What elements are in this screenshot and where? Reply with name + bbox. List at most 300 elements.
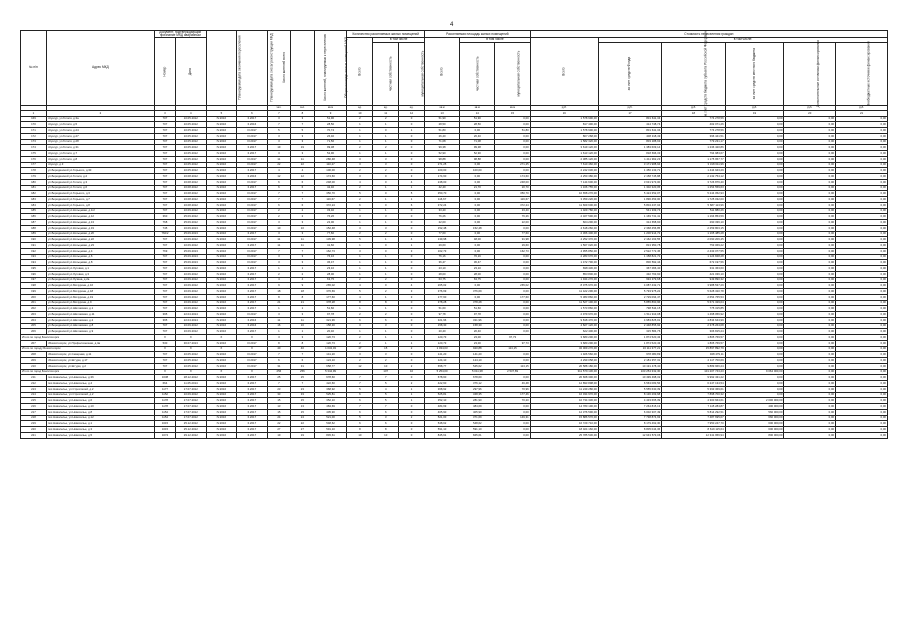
table-cell: 14 780 190,00 (530, 404, 598, 410)
table-cell: 1 (347, 260, 373, 266)
table-cell: IV.2016 (206, 248, 237, 254)
table-cell: 707 (154, 323, 175, 329)
table-cell: 1 896 453,00 (598, 197, 661, 203)
table-cell: 0,00 (836, 375, 888, 381)
table-cell: 139,98 (314, 237, 347, 243)
table-cell: 0 (399, 409, 425, 415)
table-cell: 23,10 (424, 266, 459, 272)
table-cell: 4 827 120,00 (530, 323, 598, 329)
table-cell: 181 (21, 185, 47, 191)
table-cell: II.2017 (237, 381, 268, 387)
table-cell: 152,48 (424, 225, 459, 231)
table-cell: 10 734 330,00 (530, 398, 598, 404)
table-cell: 4 087 432,71 (598, 283, 661, 289)
table-cell: 10.05.2012 (176, 352, 207, 358)
table-cell: 33,40 (424, 208, 459, 214)
table-cell: 0,00 (784, 231, 836, 237)
table-cell: 28,50 (424, 122, 459, 128)
table-cell: 9 818 470,00 (530, 317, 598, 323)
table-cell: 36,47 (424, 260, 459, 266)
table-cell: 9 (267, 283, 290, 289)
table-cell: 707 (154, 128, 175, 134)
address-cell: ул.Бородинской ул.Шиловская, д.9 (46, 329, 154, 335)
table-cell: 0,00 (725, 271, 784, 277)
table-cell: 2 000 000,00 (725, 398, 784, 404)
table-cell: 20 588 180,00 (530, 363, 598, 369)
table-cell: 76,26 (424, 214, 459, 220)
address-cell: г.Кунгур, ул.Гоголя, д.31 (46, 145, 154, 151)
table-cell: 0 (399, 300, 425, 306)
table-cell: 158,30 (424, 323, 459, 329)
table-cell: 1178 (154, 398, 175, 404)
table-cell: 22,00 (424, 220, 459, 226)
table-cell: 5 (373, 398, 399, 404)
table-cell: 16.09.2013 (176, 225, 207, 231)
table-cell: 6 (291, 202, 314, 208)
table-cell: 432 763,90 (598, 271, 661, 277)
column-index-cell: 13 (424, 110, 459, 116)
table-cell: II.2016 (237, 174, 268, 180)
subtotal-cell: 1 034,03 (314, 346, 347, 352)
table-cell: 12 643 573,06 (598, 432, 661, 438)
table-cell: 7 (347, 381, 373, 387)
table-cell: IV.2016 (206, 243, 237, 249)
subtotal-cell: X (206, 346, 237, 352)
table-cell: IV.2016 (206, 375, 237, 381)
table-cell: IV.2016 (206, 340, 237, 346)
subtotal-cell: 256 (267, 369, 290, 375)
table-cell: 707 (154, 151, 175, 157)
table-cell: 27 (291, 427, 314, 433)
table-cell: 0,00 (460, 174, 495, 180)
table-cell: 3 (347, 248, 373, 254)
table-cell: 97,73 (495, 340, 530, 346)
table-cell: 3 (267, 231, 290, 237)
table-cell: 0 (399, 375, 425, 381)
header-plan-end: Планируемая дата окончания переселения (206, 31, 237, 106)
header-area-sum: Всего (424, 38, 459, 105)
table-cell: 0,00 (725, 283, 784, 289)
table-cell: II.2017 (237, 151, 268, 157)
table-cell: IV.2016 (206, 404, 237, 410)
table-cell: 99,38 (314, 145, 347, 151)
table-cell: 378,28 (424, 300, 459, 306)
table-cell: 0,00 (836, 386, 888, 392)
table-cell: 6 (347, 398, 373, 404)
table-cell: 77,60 (495, 231, 530, 237)
table-cell: 672 197,56 (662, 260, 725, 266)
table-cell: 11 (267, 317, 290, 323)
table-cell: 845,61 (460, 432, 495, 438)
table-cell: IV.2017 (237, 220, 268, 226)
table-cell: 41,60 (314, 243, 347, 249)
table-cell: 0,00 (836, 398, 888, 404)
table-cell: 12 (267, 174, 290, 180)
header-area-incl: в том числе (460, 38, 531, 42)
table-cell: 192 (21, 248, 47, 254)
table-cell: 52,90 (424, 151, 459, 157)
table-cell: 0,00 (836, 421, 888, 427)
table-cell: 7 950 247,70 (662, 421, 725, 427)
table-cell: 422,60 (424, 381, 459, 387)
table-cell: 2 (347, 145, 373, 151)
table-cell: 2 385 120,00 (530, 156, 598, 162)
subtotal-cell: 3 (267, 335, 290, 341)
table-cell: IV.2017 (237, 225, 268, 231)
address-cell: пос.Новоселье, ул.Новоселье, д.5 (46, 432, 154, 438)
table-cell: 169 (21, 116, 47, 122)
table-cell: 0,00 (725, 185, 784, 191)
table-cell: 3 171 988,94 (598, 162, 661, 168)
table-cell: 2 117 700,69 (662, 358, 725, 364)
table-cell: 0,00 (784, 156, 836, 162)
table-cell: 0,00 (460, 128, 495, 134)
header-doc-group: Документ, подтверждающий признание МКД аварийным (154, 31, 206, 38)
column-index-cell: 21 (836, 110, 888, 116)
table-cell: 185 (21, 208, 47, 214)
table-cell: 0,00 (725, 306, 784, 312)
table-cell: 0,00 (784, 145, 836, 151)
table-cell: 0,00 (836, 289, 888, 295)
table-cell: 371,69 (460, 415, 495, 421)
header-no: № п/п (21, 31, 47, 106)
table-cell: IV.2016 (206, 254, 237, 260)
table-cell: 0,00 (784, 243, 836, 249)
table-cell: 21 (267, 300, 290, 306)
table-cell: 845,61 (424, 432, 459, 438)
table-cell: 18 (291, 289, 314, 295)
table-cell: II.2017 (237, 409, 268, 415)
table-cell: 0 (399, 352, 425, 358)
table-cell: 51,60 (314, 306, 347, 312)
table-cell: 978 080,89 (598, 352, 661, 358)
table-cell: 139,98 (424, 237, 459, 243)
table-cell: 707 (154, 283, 175, 289)
table-cell: 197 (21, 277, 47, 283)
header-rooms-private: частная собственность (373, 42, 399, 105)
table-cell: 170 (21, 122, 47, 128)
table-cell: 0 (399, 225, 425, 231)
table-cell: 378,28 (314, 300, 347, 306)
table-header (21, 31, 888, 117)
table-cell: 158,30 (460, 323, 495, 329)
table-cell: 7 (347, 375, 373, 381)
table-cell: 798 544,15 (598, 306, 661, 312)
table-cell: 707 (154, 145, 175, 151)
table-cell: 775 315,85 (662, 306, 725, 312)
table-cell: 0,00 (725, 289, 784, 295)
subtotal-cell: 9 064 000,00 (725, 369, 784, 375)
table-cell: 2 327 590,00 (530, 214, 598, 220)
address-cell: пос.Новоселье, ул.Строителей, д.2 (46, 392, 154, 398)
table-cell: 0,00 (495, 306, 530, 312)
table-cell: 0,00 (495, 329, 530, 335)
table-cell: 3 726 876,40 (662, 179, 725, 185)
table-cell: 10.05.2012 (176, 145, 207, 151)
table-cell: 63,75 (424, 277, 459, 283)
table-cell: 10.05.2012 (176, 122, 207, 128)
table-cell: 177,46 (495, 392, 530, 398)
table-cell: 1 175 957,77 (662, 156, 725, 162)
table-cell: 0,00 (725, 363, 784, 369)
table-cell: 1 (347, 254, 373, 260)
table-cell: 4 (347, 179, 373, 185)
address-cell: ул.Бородинской ул.Шиловская, д.8 (46, 323, 154, 329)
table-cell: IV.2016 (206, 381, 237, 387)
table-cell: 0,00 (460, 197, 495, 203)
table-cell: 3 (267, 133, 290, 139)
table-cell: 10.09.2012 (176, 237, 207, 243)
table-cell: 707 (154, 185, 175, 191)
subtotal-cell: 15 (373, 346, 399, 352)
table-cell: 0,00 (784, 323, 836, 329)
table-cell: 70,74 (314, 128, 347, 134)
table-cell: 71,56 (314, 139, 347, 145)
table-cell: 0,00 (836, 243, 888, 249)
table-cell: 2 (291, 208, 314, 214)
table-cell: 707 (154, 168, 175, 174)
subtotal-cell: 107 (373, 369, 399, 375)
table-cell: 0,00 (836, 363, 888, 369)
table-cell: 2 (347, 231, 373, 237)
table-cell: 0,00 (784, 386, 836, 392)
table-cell: 141,20 (314, 352, 347, 358)
table-cell: 698 430,00 (530, 266, 598, 272)
table-cell: 3 (291, 133, 314, 139)
table-cell: 7 898 700,32 (662, 392, 725, 398)
subtotal-cell: X (154, 335, 175, 341)
table-cell: 0 (399, 404, 425, 410)
table-cell: 5 383 860,00 (530, 294, 598, 300)
table-cell: 16.08.2012 (176, 197, 207, 203)
table-cell: 1 166 755,00 (530, 185, 598, 191)
table-cell: 3 (373, 352, 399, 358)
table-cell: 0,00 (725, 197, 784, 203)
table-cell: 25.12.2012 (176, 421, 207, 427)
table-cell: 4 300 664,61 (662, 398, 725, 404)
table-cell: 2 366 400,00 (530, 231, 598, 237)
table-cell: 3 (267, 254, 290, 260)
table-cell: 1 169 731,41 (598, 214, 661, 220)
address-cell: ул.Бородинской ул.Кольцевая, д.4 (46, 248, 154, 254)
table-cell: 0,00 (495, 404, 530, 410)
header-area-municipal: муниципальная собственность (495, 42, 530, 105)
table-cell: 948 479,11 (662, 352, 725, 358)
table-cell: 26,40 (424, 133, 459, 139)
table-cell: 19 (267, 145, 290, 151)
table-cell: IV.2016 (206, 300, 237, 306)
table-cell: 321,96 (460, 317, 495, 323)
table-cell: 7 (267, 191, 290, 197)
table-cell: 1 211 962,23 (598, 156, 661, 162)
table-cell: 16 729 710,00 (530, 421, 598, 427)
table-cell: IV.2017 (237, 340, 268, 346)
table-cell: 0,00 (784, 202, 836, 208)
table-cell: 220 (21, 427, 47, 433)
header-cost-incl: в том числе: (598, 38, 887, 42)
table-cell: 100,00 (424, 168, 459, 174)
table-cell: 315 584,76 (598, 329, 661, 335)
table-cell: 1 (347, 139, 373, 145)
table-cell: 110,27 (314, 162, 347, 168)
table-cell: 281,90 (460, 398, 495, 404)
table-cell: 0,00 (725, 208, 784, 214)
table-cell: 1 (373, 340, 399, 346)
table-cell: 209 (21, 358, 47, 364)
table-cell: IV.2017 (237, 128, 268, 134)
table-cell: 51,80 (424, 128, 459, 134)
table-cell: IV.2016 (206, 122, 237, 128)
table-cell: 18 (267, 289, 290, 295)
column-index-cell: 20 (784, 110, 836, 116)
table-cell: 25 785 530,00 (530, 432, 598, 438)
table-cell: 0,00 (495, 133, 530, 139)
table-cell: II.2017 (237, 289, 268, 295)
table-cell: 800 592,44 (598, 260, 661, 266)
table-cell: 16 (267, 323, 290, 329)
table-cell: 0,00 (784, 432, 836, 438)
table-cell: 1 (347, 243, 373, 249)
table-cell: 21,70 (460, 185, 495, 191)
table-cell: 10.05.2012 (176, 363, 207, 369)
table-cell: 0,00 (836, 208, 888, 214)
table-cell: 16.09.2012 (176, 329, 207, 335)
table-cell: 0 (399, 306, 425, 312)
table-cell: 760/2 (154, 231, 175, 237)
table-cell: 0,00 (725, 116, 784, 122)
table-cell: 853 800,00 (530, 271, 598, 277)
table-cell: 0,00 (725, 254, 784, 260)
table-cell: IV.2017 (237, 208, 268, 214)
table-cell: 3 631 973,00 (598, 179, 661, 185)
table-cell: 3 (267, 220, 290, 226)
table-cell: IV.2016 (206, 392, 237, 398)
table-cell: 12 376 590,00 (530, 409, 598, 415)
table-cell: 2 (373, 231, 399, 237)
address-cell: ул.Бородинской ул.Кольцевая, д.23 (46, 243, 154, 249)
table-cell: 210 (21, 363, 47, 369)
table-cell: 2 158 745,88 (598, 174, 661, 180)
table-cell: 120,73 (314, 340, 347, 346)
address-cell: ул.Бородинской ул.Кольцевая, д.12 (46, 214, 154, 220)
table-cell: 1 (347, 271, 373, 277)
table-cell: 0 (399, 133, 425, 139)
table-cell: 7 (291, 352, 314, 358)
table-cell: 271,25 (495, 162, 530, 168)
table-cell: IV.2016 (206, 162, 237, 168)
table-cell: 0,00 (725, 237, 784, 243)
table-cell: 1 (267, 306, 290, 312)
table-cell: 321,96 (424, 317, 459, 323)
table-cell: 0,00 (495, 225, 530, 231)
address-cell: г.Кунгур, ул.Гоголя, д.8 (46, 156, 154, 162)
unit-cell: кв.м (314, 105, 347, 110)
table-cell: 290 336,10 (662, 220, 725, 226)
table-cell: 11 669 600,00 (530, 202, 598, 208)
table-cell: 0,00 (784, 421, 836, 427)
unit-cell: кв.м (495, 105, 530, 110)
table-cell: 3 (291, 220, 314, 226)
table-cell: 5 (291, 128, 314, 134)
table-cell: 818 696,33 (598, 151, 661, 157)
table-cell: 120,73 (424, 340, 459, 346)
table-cell: 0,00 (725, 266, 784, 272)
table-cell: 10 (347, 432, 373, 438)
table-cell: 0,00 (495, 139, 530, 145)
table-cell: 211 (21, 375, 47, 381)
table-cell: 28,50 (314, 122, 347, 128)
table-cell: 548,62 (314, 421, 347, 427)
address-cell: пос.Новоселье, ул.Новоселье, д.36 (46, 375, 154, 381)
table-cell: 3 619 120,00 (530, 145, 598, 151)
table-cell: IV.2017 (237, 197, 268, 203)
table-cell: 0,00 (495, 427, 530, 433)
table-cell: 178 (21, 168, 47, 174)
table-cell: 2 (347, 197, 373, 203)
table-cell: 22,00 (314, 220, 347, 226)
table-cell: 193 (21, 254, 47, 260)
table-cell: 7 115 284,87 (662, 404, 725, 410)
table-cell: 378,28 (460, 300, 495, 306)
table-cell: 5 393 369,61 (662, 386, 725, 392)
table-cell: 13 (267, 404, 290, 410)
subtotal-cell: 2 (347, 335, 373, 341)
subtotal-cell: 15 897 892,79 (662, 346, 725, 352)
table-cell: 0,00 (784, 392, 836, 398)
table-cell: 0,00 (784, 340, 836, 346)
table-cell: 0 (399, 271, 425, 277)
address-cell: ул.Бородинской ул.Горького, д.8 (46, 202, 154, 208)
header-cost-group: Стоимость переселения граждан (530, 31, 887, 38)
table-cell: 51,90 (424, 116, 459, 122)
subtotal-cell: X (237, 335, 268, 341)
table-cell: 0,00 (836, 352, 888, 358)
table-cell: 6 (347, 202, 373, 208)
table-cell: IV.2017 (237, 358, 268, 364)
table-cell: II.2017 (237, 386, 268, 392)
table-cell: 1 (373, 306, 399, 312)
table-cell: 297,96 (460, 386, 495, 392)
header-rooms-incl: в том числе (373, 38, 425, 42)
table-cell: 0 (399, 220, 425, 226)
table-cell: 352,10 (424, 398, 459, 404)
table-cell: 19 (267, 432, 290, 438)
header-doc-no: Номер (154, 38, 175, 105)
address-cell: ул.Бородинской ул.Кольцевая, д.8 (46, 260, 154, 266)
table-cell: 3 (373, 162, 399, 168)
table-cell: 52,90 (460, 151, 495, 157)
table-cell: 10.05.2012 (176, 151, 207, 157)
table-cell: 3 (399, 289, 425, 295)
table-cell: 16.09.2012 (176, 283, 207, 289)
table-cell: 1 450 133,71 (598, 168, 661, 174)
table-cell: 2 729 094,47 (598, 294, 661, 300)
table-cell: 1 124 848,28 (662, 254, 725, 260)
table-cell: 194 (21, 260, 47, 266)
column-index-cell: 7 (267, 110, 290, 116)
table-cell: 0,00 (784, 197, 836, 203)
subtotal-cell: 103 254 332,30 (598, 369, 661, 375)
table-cell: IV.2016 (206, 277, 237, 283)
table-cell: 7 610 460,00 (530, 162, 598, 168)
table-cell: 63,75 (460, 277, 495, 283)
table-cell: IV.2016 (206, 128, 237, 134)
table-cell: 707 (154, 271, 175, 277)
table-cell: 414 748,74 (598, 122, 661, 128)
table-cell: 0,00 (460, 248, 495, 254)
table-cell: 4 (291, 277, 314, 283)
table-cell: 201 (21, 300, 47, 306)
